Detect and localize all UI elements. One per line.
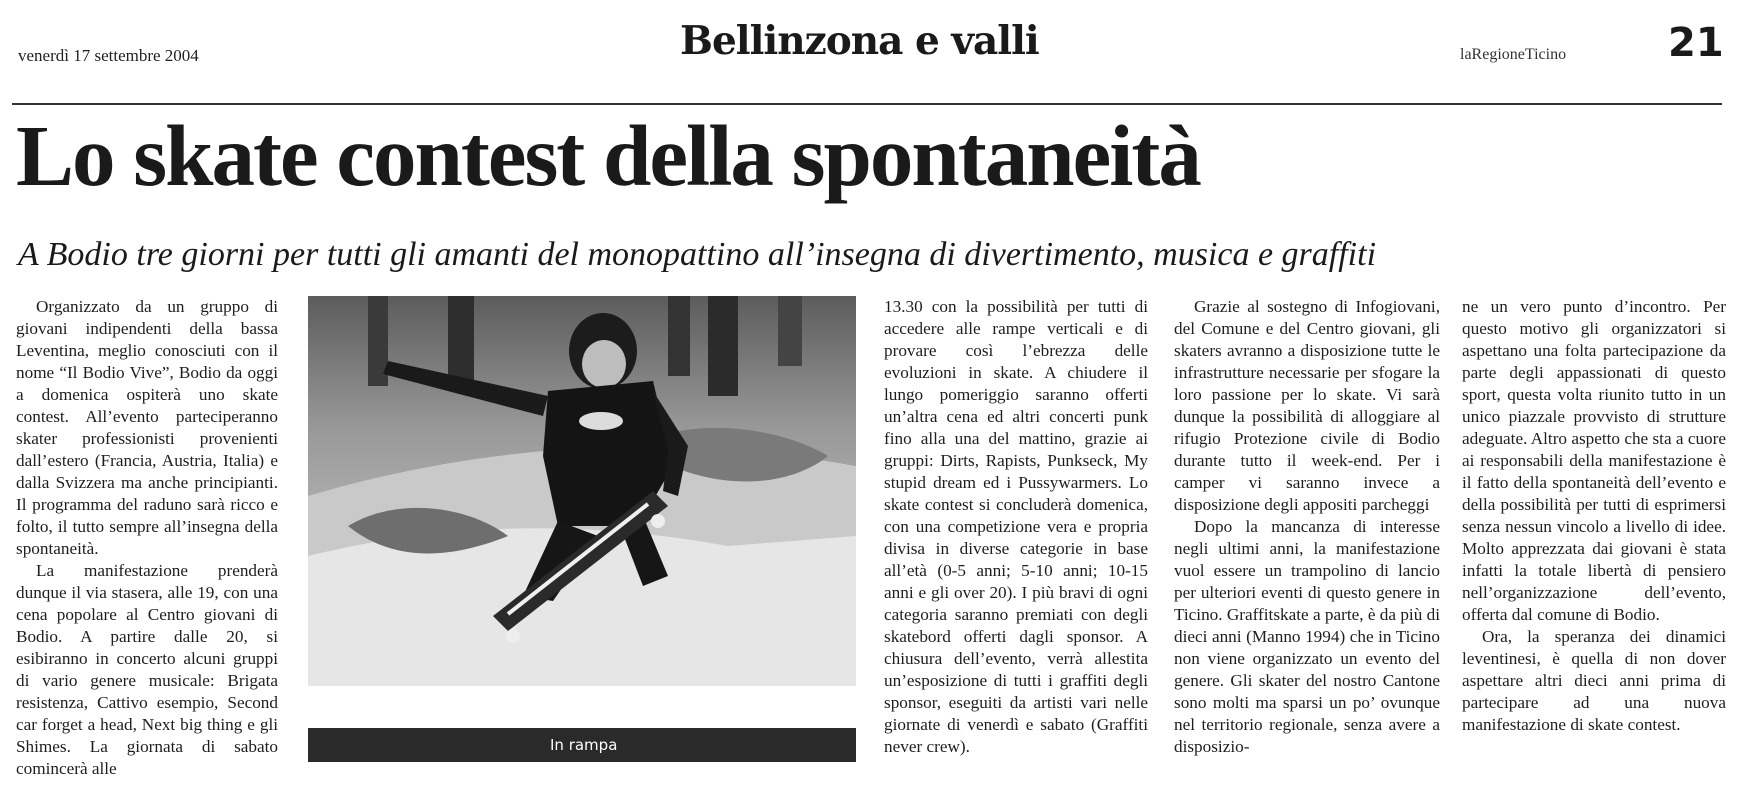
caption-text: In rampa	[550, 736, 618, 754]
paragraph: ne un vero punto d’incontro. Per questo motivo gli organizzatori si aspettano una folta partecipazione da parte degli appassionati di questo sport, questa volta riunito tutto in un unico piazzale provvisto di strutture adeguate. Altro aspetto che sta a cuore ai responsabili della manifestazione è il fatto della spontaneità dell’evento e della possibilità per tutti di esprimersi senza nessun vincolo a livello di idee. Molto apprezzata dai giovani è stata infatti la totale libertà di pensiero nell’organizzazione dell’evento, offerta dal comune di Bodio.	[1462, 297, 1726, 624]
photo-caption	[308, 728, 856, 762]
paragraph: Ora, la speranza dei dinamici leventinesi, è quella di non dover aspettare altri dieci anni prima di partecipare ad una nuova manifestazione di skate contest.	[1462, 627, 1726, 734]
paragraph: La manifestazione prenderà dunque il via stasera, alle 19, con una cena popolare al Centro giovani di Bodio. A partire dalle 20, si esibiranno in concerto alcuni gruppi di vario genere musicale: Brigata resistenza, Cattivo esempio, Second car forget a head, Next big thing e gli Shimes. La giornata di sabato comincerà alle	[16, 561, 278, 778]
page-number: 21	[1668, 20, 1724, 66]
skater-photo	[308, 296, 856, 686]
paragraph: Grazie al sostegno di Infogiovani, del Comune e del Centro giovani, gli skaters avranno a disposizione tutte le infrastrutture necessarie per sfogare la loro passione per lo skate. Vi sarà dunque la possibilità di alloggiare al rifugio Protezione civile di Bodio durante tutto il week-end. Per i camper vi saranno invece a disposizione degli appositi parcheggi	[1174, 297, 1440, 514]
article-column-4	[1174, 296, 1440, 758]
header-rule	[12, 103, 1722, 105]
paragraph: Dopo la mancanza di interesse negli ultimi anni, la manifestazione vuol essere un trampolino di lancio per ulteriori eventi di questo genere in Ticino. Graffitskate a parte, è da più di dieci anni (Manno 1994) che in Ticino non viene organizzato un evento del genere. Gli skater del nostro Cantone sono molti ma sparsi un po’ ovunque nel territorio regionale, senza avere a disposizio-	[1174, 517, 1440, 756]
issue-date: venerdì 17 settembre 2004	[18, 46, 199, 65]
newspaper-name: laRegioneTicino	[1460, 46, 1567, 63]
section-title: Bellinzona e valli	[680, 18, 1039, 64]
paragraph: 13.30 con la possibilità per tutti di accedere alle rampe verticali e di provare così l’ebrezza delle evoluzioni in skate. A chiudere il lungo pomeriggio saranno offerti un’altra cena ed altri concerti punk fino alla una del mattino, grazie ai gruppi: Dirts, Rapists, Punkseck, My stupid dream ed i Pussywarmers. Lo skate contest si concluderà domenica, con una competizione vera e propria divisa in diverse categorie in base all’età (0-5 anni; 5-10 anni; 10-15 anni e gli over 20). I più bravi di ogni categoria saranno premiati con degli skatebord offerti dagli sponsor. A chiusura dell’evento, verrà allestita un’esposizione di tutti i graffiti degli sponsor, eseguiti da artisti vari nelle giornate di venerdì e sabato (Graffiti never crew).	[884, 297, 1148, 756]
article-column-1	[16, 296, 278, 780]
paragraph: Organizzato da un gruppo di giovani indipendenti della bassa Leventina, meglio conosciuti con il nome “Il Bodio Vive”, Bodio da oggi a domenica ospiterà uno skate contest. All’evento parteciperanno skater professionisti provenienti dall’estero (Francia, Austria, Italia) e dalla Svizzera ma anche principianti. Il programma del raduno sarà ricco e folto, il tutto sempre all’insegna della spontaneità.	[16, 297, 278, 558]
skater-photo-illustration	[308, 296, 856, 686]
article-column-5	[1462, 296, 1726, 736]
article-column-3	[884, 296, 1148, 758]
article-subheadline: A Bodio tre giorni per tutti gli amanti del monopattino all’insegna di divertimento, musica e graffiti	[18, 236, 1377, 273]
article-headline: Lo skate contest della spontaneità	[16, 107, 1200, 204]
